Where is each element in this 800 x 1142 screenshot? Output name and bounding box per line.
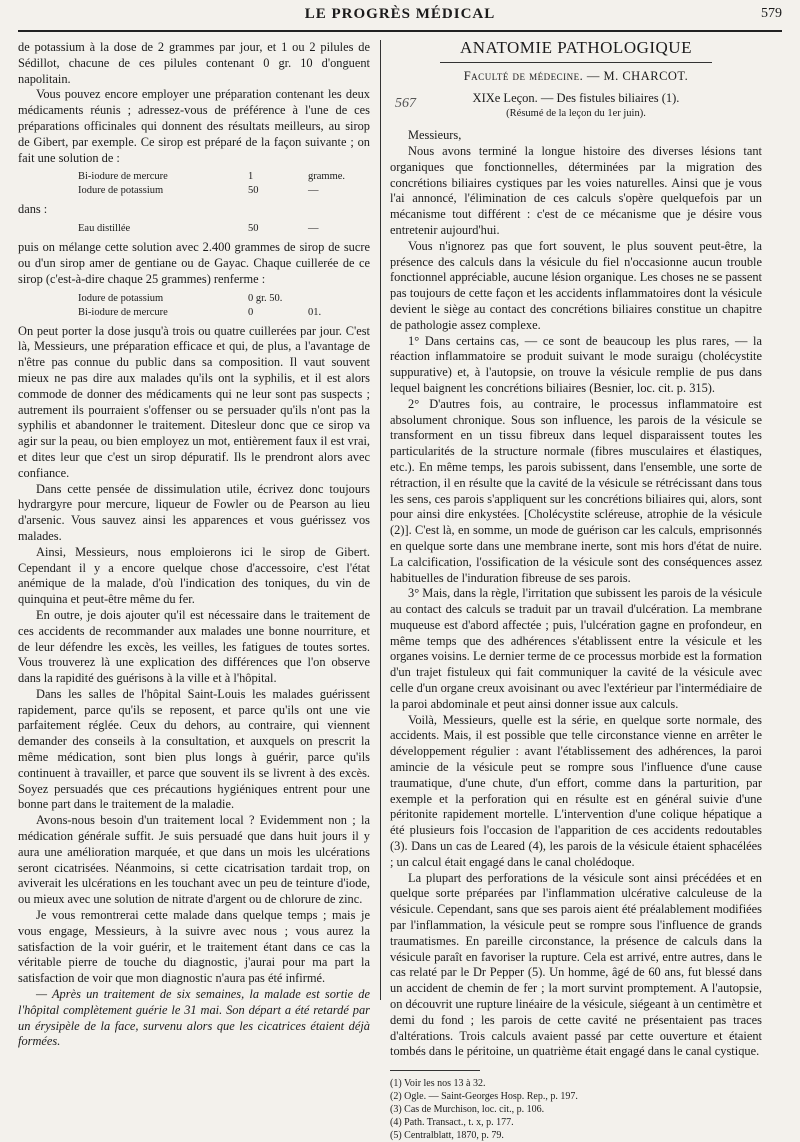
ingredient-name: Iodure de potassium xyxy=(78,185,164,197)
ingredient-unit: 01. xyxy=(308,306,322,318)
paragraph: Voilà, Messieurs, quelle est la série, en quelque sorte normale, des accidents. Mais, il est possible que telle circonstance vienne en arrêter le développement régulier : avant l'établissement des adhérences, la paroi amincie de la vésicule peut se rompre sous l'influence d'une cause traumatique, d'une chute, d'un effort, comme dans la parturition, par exemple et la perforation qui en résulte est en général suivie d'une péritonite rapidement mortelle. L'intervention d'une colique hépatique a été plusieurs fois l'occasion de l'apparition de ces accidents redoutables (3). Dans un cas de Leared (4), les parois de la vésicule étaient sphacélées ; un calcul était engagé dans le canal cholédoque. xyxy=(390,712,762,869)
paragraph: Dans cette pensée de dissimulation utile, écrivez donc toujours hydrargyre pour mercure, liqueur de Fowler ou de Pearson au lieu d'arsenic. Vous sauvez ainsi les apparences et vous guérissez vos malades. xyxy=(18,481,370,543)
formula-row xyxy=(78,170,370,184)
paragraph: Je vous remontrerai cette malade dans quelque temps ; mais je vous engage, Messieurs, à la suivre avec nous ; vous aurez la satisfaction de la voir guérir, et le traitement étant dans ce cas la véritable pierre de touche du diagnostic, j'aurai pour ma part la satisfaction de voir que mon diagnostic n'aura pas été infirmé. xyxy=(18,908,370,986)
formula-block xyxy=(78,170,370,198)
ingredient-name: Eau distillée xyxy=(78,223,131,235)
paragraph: En outre, je dois ajouter qu'il est nécessaire dans le traitement de ces accidents de recommander aux malades une bonne nourriture, et de leur défendre les excès, les veilles, les fatigues de toutes sortes. Vous trouverez là une explication des différences que l'on observe dans la rapidité des guérisons à la ville et à l'hôpital. xyxy=(18,607,370,686)
right-column xyxy=(390,40,762,1142)
column-divider xyxy=(380,40,381,1000)
paragraph: 1° Dans certains cas, — ce sont de beaucoup les plus rares, — la réaction inflammatoire se produit suivant le mode suraigu (cholécystite suppurative) et, à l'autopsie, on trouve la vésicule remplie de pus dans lequel baignent les concrétions biliaires (Besnier, loc. cit. p. 315). xyxy=(390,333,762,395)
ingredient-unit: gramme. xyxy=(308,171,346,183)
handwritten-margin-note: 567 xyxy=(395,96,416,111)
ingredient-unit: — xyxy=(308,185,319,197)
ingredient-name: Iodure de potassium xyxy=(78,292,164,304)
ingredient-qty: 1 xyxy=(248,171,254,183)
footnotes xyxy=(390,1077,762,1142)
ingredient-name: Bi-iodure de mercure xyxy=(78,171,168,183)
ingredient-unit: — xyxy=(308,223,319,235)
paragraph: La plupart des perforations de la vésicule sont ainsi précédées et en quelque sorte préparées par l'inflammation ulcérative calculeuse de la vésicule. Cependant, sans que ses parois aient été préalablement modifiées par l'inflammation, la vésicule peut se rompre sous l'influence de grands traumatismes. En pareille circonstance, la présence de calculs dans la vésicule paraît en favoriser la rupture. Cela est arrivé, entre autres, dans le cas relaté par le Dr Pepper (5). Un homme, âgé de 60 ans, fut blessé dans un accident de chemin de fer ; la mort survint promptement. A l'autopsie, on découvrit une rupture linéaire de la vésicule, siégeant à un centimètre et demi du fond ; les parois de cette cavité ne présentaient pas traces d'altérations. Trois calculs avaient passé par cette ouverture et étaient tombés dans le péritoine, un quatrième était engagé dans le canal cystique. xyxy=(390,870,762,1059)
left-column xyxy=(18,40,370,1050)
footnote: (2) Ogle. — Saint-Georges Hosp. Rep., p. 197. xyxy=(390,1091,578,1103)
footnote: (4) Path. Transact., t. x, p. 177. xyxy=(390,1117,514,1129)
paragraph: Nous avons terminé la longue histoire des diverses lésions tant organiques que fonctionnelles, déterminées par la migration des concrétions biliaires cystiques par les voies naturelles. Ainsi que je vous l'ai annoncé, l'élimination de ces calculs s'opère quelquefois par un mécanisme tout différent : c'est de ce mécanisme que je désire vous entretenir aujourd'hui. xyxy=(390,143,762,237)
paragraph: Messieurs, xyxy=(408,128,462,143)
case-outcome-note: — Après un traitement de six semaines, la malade est sortie de l'hôpital complètement guérie le 31 mai. Son départ a été retardé par un érysipèle de la face, survenu alors que les cicatrices étaient déjà formées. xyxy=(18,987,370,1049)
footnote-rule xyxy=(390,1070,480,1071)
formula-connector: dans : xyxy=(18,202,48,217)
formula-row xyxy=(78,306,370,320)
page-header xyxy=(0,0,800,40)
ingredient-qty: 50 xyxy=(248,185,259,197)
paragraph: Avons-nous besoin d'un traitement local ? Evidemment non ; la médication générale suffit. Je suis persuadé que dans huit jours il y aura une amélioration marquée, et que dans un mois les ulcérations seront cicatrisées. Néanmoins, si cette cicatrisation tardait trop, on aviverait les ulcérations en les touchant avec un peu de teinture d'iode, ou mieux avec une solution de nitrate d'argent ou de chlorure de zinc. xyxy=(18,813,370,907)
paragraph: On peut porter la dose jusqu'à trois ou quatre cuillerées par jour. C'est là, Messieurs, une préparation efficace et qui, de plus, a l'avantage de n'être pas connue du public dans sa composition. Il vaut souvent mieux ne pas dire aux malades qu'ils ont la syphilis, et il est alors commode de donner des médicaments qui ne leur sont pas suspects ; autrement ils pourraient s'offenser ou se persuader qu'ils n'ont pas la syphilis et abandonner le traitement. Ditesleur donc que ce sirop va agir sur la peau, ou bien employez un mot, entièrement faux il est vrai, et dites leur que c'est un sirop dépuratif. Ils le prendront alors avec confiance. xyxy=(18,323,370,480)
ingredient-qty: 0 xyxy=(248,306,254,318)
paragraph: 3° Mais, dans la règle, l'irritation que subissent les parois de la vésicule au contact des calculs se traduit par un travail d'ulcération. La membrane muqueuse est d'abord affectée ; puis, l'ulcération gagne en profondeur, en même temps que des adhérences s'établissent entre la vésicule et les organes voisins. Le dernier terme de ce processus morbide est la formation d'un trajet fistuleux qui fait communiquer la cavité de la vésicule avec celle d'un organe creux avoisinant ou avec l'extérieur par l'intermédiaire de la paroi abdominale et peut ainsi donner issue aux calculs. xyxy=(390,586,762,711)
paragraph: Vous pouvez encore employer une préparation contenant les deux médicaments réunis ; adressez-vous de préférence à l'une de ces préparations officinales qui donnent des résultats meilleurs, au sirop de Gibert, par exemple. Ce sirop est préparé de la façon suivante ; on fait une solution de : xyxy=(18,87,370,165)
lecture-subtitle: (Résumé de la leçon du 1er juin). xyxy=(506,108,646,120)
formula-block xyxy=(78,292,370,320)
lecture-title: XIXe Leçon. — Des fistules biliaires (1). xyxy=(472,90,680,105)
formula-row xyxy=(78,184,370,198)
paragraph: Ainsi, Messieurs, nous emploierons ici le sirop de Gibert. Cependant il y a encore quelque chose d'accessoire, c'est l'état anémique de la malade, d'où l'indication des toniques, du vin de quinquina et peut-être même du fer. xyxy=(18,544,370,607)
formula-block xyxy=(78,222,370,236)
formula-row xyxy=(78,292,370,306)
footnote: (1) Voir les nos 13 à 32. xyxy=(390,1078,486,1090)
paragraph: Dans les salles de l'hôpital Saint-Louis les malades guérissent rapidement, parce qu'ils se reposent, et parce qu'ils ont une vie parfaitement réglée. Ceux du dehors, au contraire, qui viennent demander des conseils à la consultation, et auxquels on prescrit la même médication, sont bien plus longs à guérir, parce qu'ils continuent à travailler, et parce que souvent ils se livrent à des excès. Soyez persuadés que ces précautions hygiéniques entrent pour une bonne part dans le traitement de la maladie. xyxy=(18,686,370,812)
paragraph: puis on mélange cette solution avec 2.400 grammes de sirop de sucre ou d'un sirop amer de gentiane ou de Gayac. Chaque cuillerée de ce sirop (c'est-à-dire chaque 25 grammes) renferme : xyxy=(18,240,370,286)
running-title: LE PROGRÈS MÉDICAL xyxy=(304,6,496,22)
section-title: ANATOMIE PATHOLOGIQUE xyxy=(460,38,692,57)
paragraph: de potassium à la dose de 2 grammes par jour, et 1 ou 2 pilules de Sédillot, chacune de ces pilules contenant 0 gr. 10 d'onguent napolitain. xyxy=(18,40,370,86)
ingredient-qty: 50 xyxy=(248,223,259,235)
footnote: (5) Centralblatt, 1870, p. 79. xyxy=(390,1130,504,1142)
formula-row xyxy=(78,222,370,236)
ingredient-qty: 0 gr. 50. xyxy=(248,292,283,304)
page-number: 579 xyxy=(761,6,782,21)
paragraph: Vous n'ignorez pas que fort souvent, le plus souvent peut-être, la présence des calculs dans la vésicule du fiel n'occasionne aucun trouble fonctionnel appréciable, aucune lésion organique. Les choses ne se passent pas toujours de cette façon et les accidents inflammatoires dont la vésicule devient le siège au contact des concrétions biliaires constitue un chapitre de pathologie assez complexe. xyxy=(390,238,762,332)
header-rule xyxy=(18,30,782,32)
paragraph: 2° D'autres fois, au contraire, le processus inflammatoire est absolument chronique. Sous son influence, les parois de la vésicule se transforment en un tissu fibreux dans lequel disparaissent toutes les particularités de la structure normale (fibres musculaires et élastiques, etc.). En même temps, les parois subissent, dans l'ensemble, une sorte de rétraction, il en résulte que la cavité de la vésicule se rétrécissant dans tous les sens, ces parois s'appliquent sur les concrétions biliaires qui, alors, sont pour ainsi dire enkystées. [Cholécystite scléreuse, atrophie de la vésicule (2)]. C'est là, en somme, un mode de guérison car les calculs, emprisonnés en quelque sorte dans une membrane inerte, sont mis hors d'état de nuire. La calcification, l'ossification de la vésicule sont des conséquences assez habituelles de l'induration fibreuse de ses parois. xyxy=(390,396,762,585)
footnote: (3) Cas de Murchison, loc. cit., p. 106. xyxy=(390,1104,545,1116)
ingredient-name: Bi-iodure de mercure xyxy=(78,306,168,318)
section-rule xyxy=(440,62,712,63)
faculty-line: Faculté de médecine. — M. CHARCOT. xyxy=(463,68,689,83)
